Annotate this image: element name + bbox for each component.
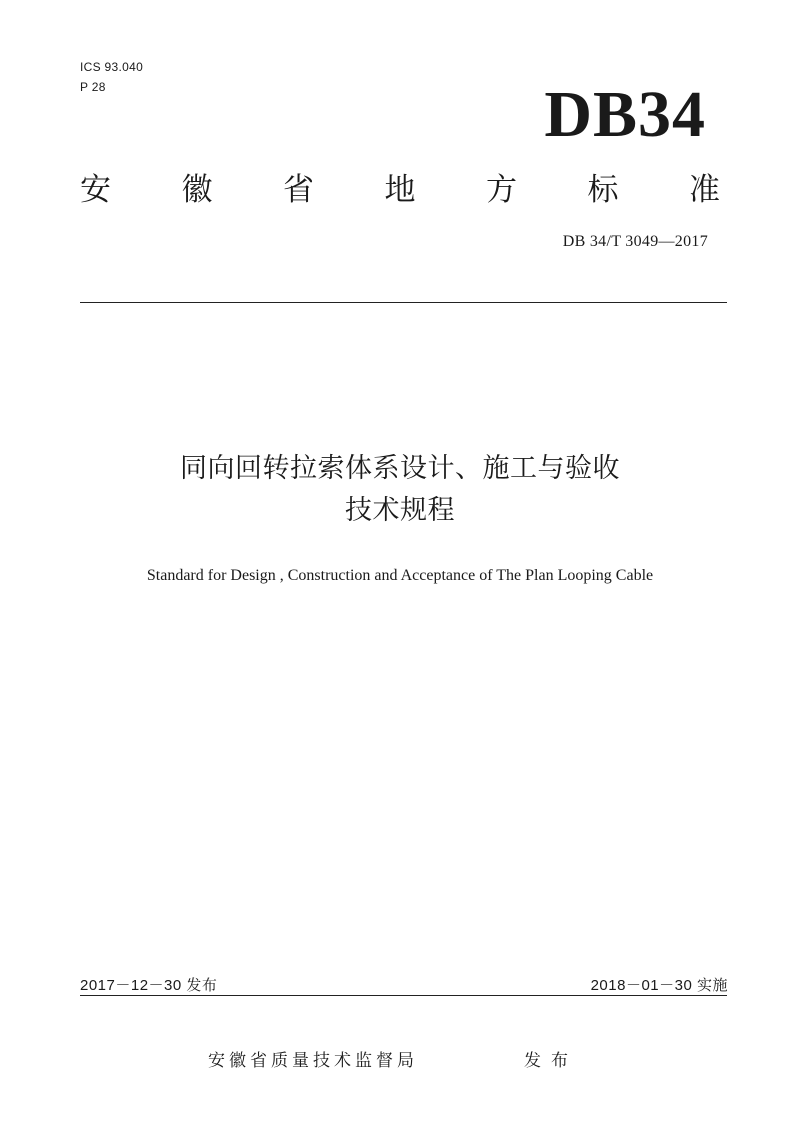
implementation-date: 2018－01－30 实施: [590, 977, 728, 994]
footer-divider: [80, 995, 727, 996]
issue-date: 2017－12－30 发布: [80, 977, 218, 994]
publish-label: 发布: [524, 1051, 578, 1071]
standard-category-char: 省: [283, 172, 314, 208]
title-line-2: 技术规程: [345, 495, 455, 526]
standard-category-char: 方: [486, 172, 517, 208]
document-title: [0, 448, 800, 532]
header-divider: [80, 302, 727, 303]
title-line-1: 同向回转拉索体系设计、施工与验收: [180, 453, 620, 484]
standard-category-char: 徽: [181, 172, 213, 208]
standard-category-title: [80, 172, 720, 209]
english-title: Standard for Design , Construction and Acceptance of The Plan Looping Cable: [146, 567, 654, 584]
standard-category-char: 地: [384, 172, 416, 208]
db-logo: DB34: [544, 78, 706, 151]
standard-number: DB 34/T 3049—2017: [562, 233, 708, 250]
classification-code: P 28: [80, 80, 106, 94]
standard-category-char: 标: [587, 172, 619, 208]
publisher-name: 安徽省质量技术监督局: [208, 1051, 418, 1071]
standard-category-char: 安: [80, 172, 111, 208]
ics-code: ICS 93.040: [80, 60, 144, 74]
standard-category-char: 准: [689, 172, 720, 208]
